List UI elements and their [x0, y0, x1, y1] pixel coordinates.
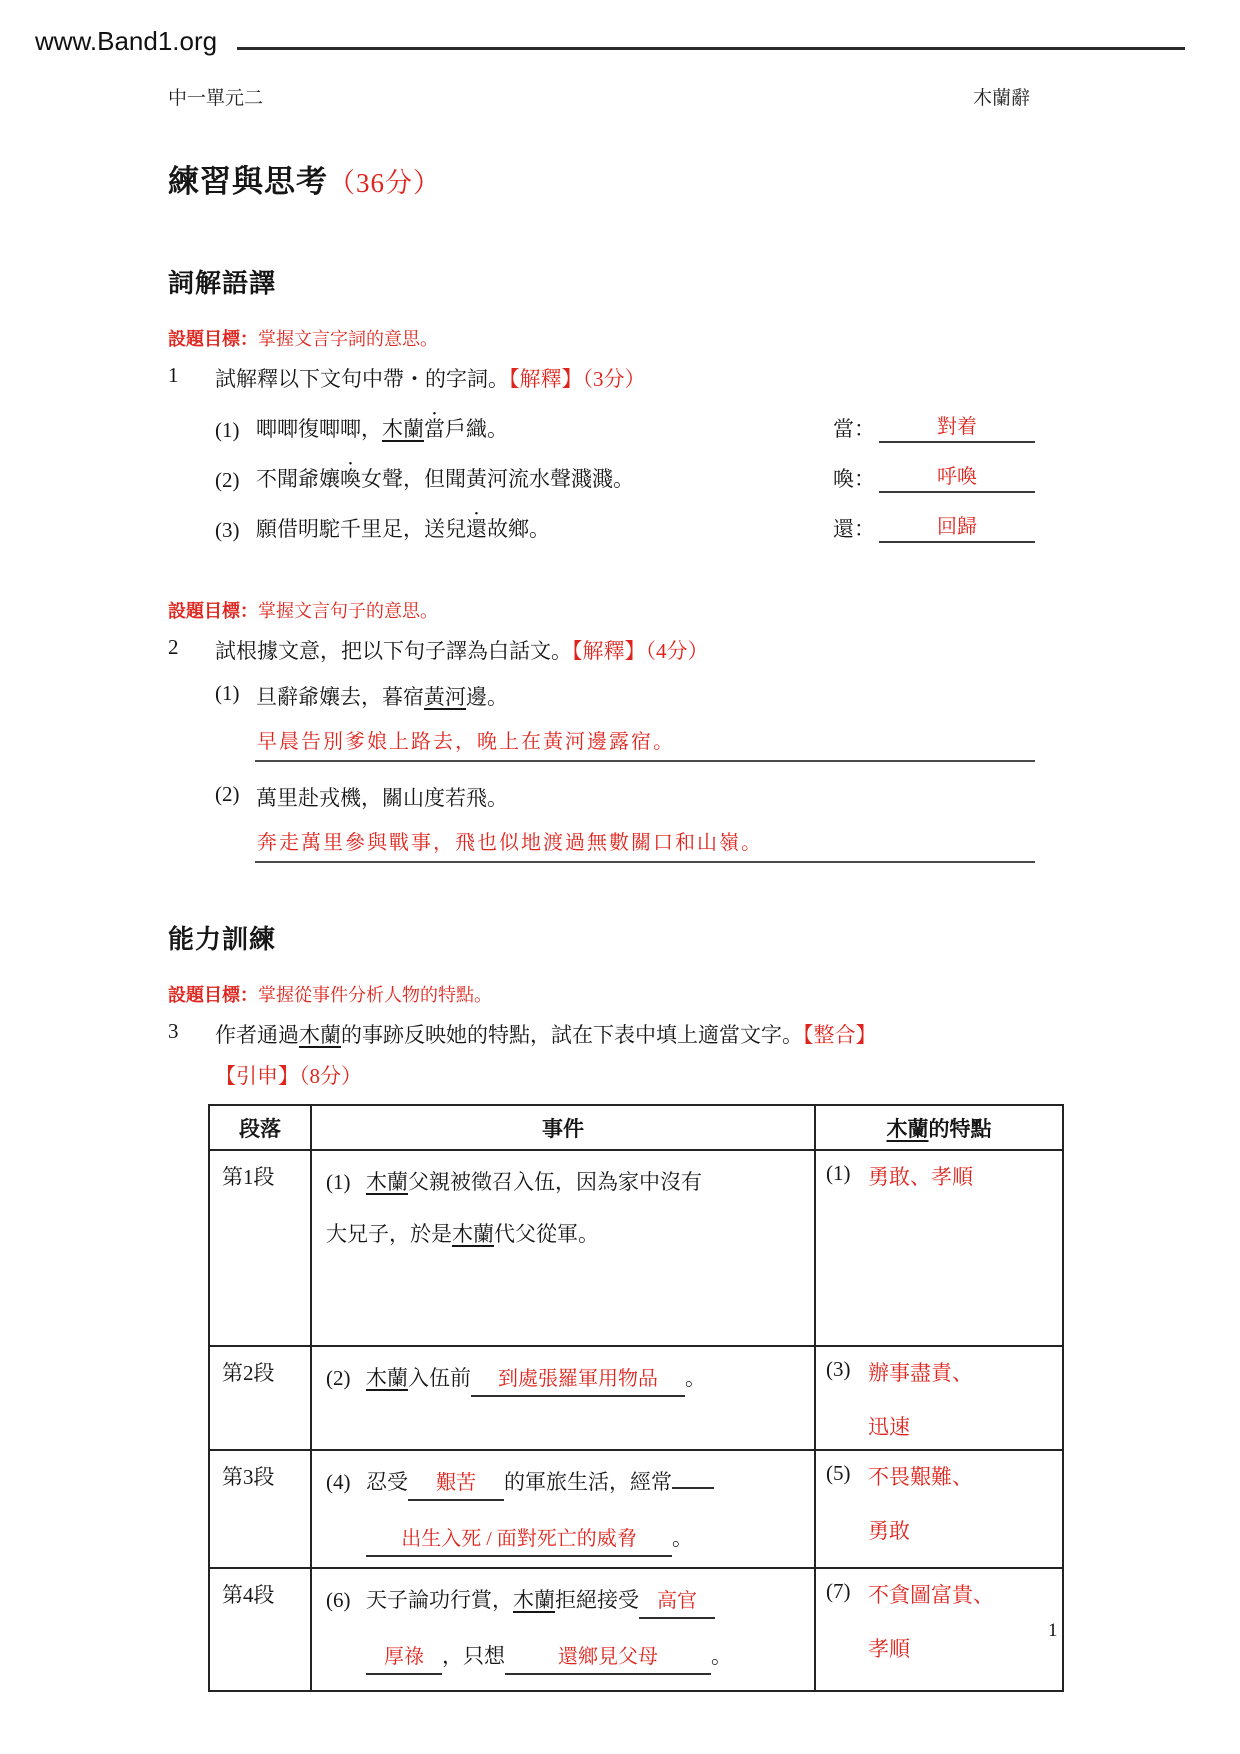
- trait-answer: 辦事盡責、: [868, 1361, 973, 1385]
- item-number: (3): [215, 518, 240, 542]
- trait-answer-line2: 迅速: [868, 1415, 910, 1439]
- question-tag: 【解釋】: [509, 367, 583, 391]
- question-marks: （4分）: [645, 639, 709, 663]
- fill-blank: 艱苦: [408, 1469, 504, 1501]
- answer-blank: 回歸: [879, 510, 1035, 543]
- item-sentence: 旦辭爺孃去，暮宿黃河邊。: [256, 685, 508, 709]
- q1-item-2: [215, 460, 1035, 493]
- page-title: [168, 156, 1240, 201]
- fill-blank: 厚祿: [366, 1643, 442, 1675]
- question-text: 試解釋以下文句中帶・的字詞。【解釋】（3分）: [215, 367, 646, 391]
- item-sentence: 唧唧復唧唧，木蘭當戶織。: [256, 417, 508, 441]
- question-marks: （3分）: [582, 367, 646, 391]
- question-tag: 【引申】: [215, 1064, 299, 1088]
- underlined-name: 黃河: [424, 685, 466, 709]
- event-cell: (2) 木蘭入伍前 到處張羅軍用物品 。: [311, 1346, 815, 1450]
- objective-label: 設題目標：: [168, 985, 258, 1005]
- question-text: 作者通過木蘭的事跡反映她的特點，試在下表中填上適當文字。【整合】: [215, 1023, 877, 1047]
- trait-cell: (5) 不畏艱難、 勇敢: [815, 1450, 1063, 1568]
- table-row: [209, 1346, 1063, 1450]
- doc-header: [168, 83, 1030, 110]
- underlined-name: 木蘭: [513, 1588, 555, 1612]
- underlined-name: 木蘭: [299, 1023, 341, 1047]
- unit-label: 中一單元二: [168, 88, 264, 109]
- paragraph-cell: 第1段: [209, 1150, 311, 1346]
- trait-answer-line2: 孝順: [868, 1637, 910, 1661]
- answer-group: [833, 410, 1035, 443]
- event-cell: (4) 忍受 艱苦 的軍旅生活，經常 出生入死 / 面對死亡的威脅 。: [311, 1450, 815, 1568]
- site-header: [0, 0, 1240, 57]
- q2-answer-line-1: 早晨告別爹娘上路去，晚上在黃河邊露宿。: [255, 725, 1035, 762]
- blank-line-continuation: [672, 1487, 714, 1489]
- paragraph-cell: 第3段: [209, 1450, 311, 1568]
- objective-label: 設題目標：: [168, 329, 258, 349]
- objective-line-2: [168, 597, 1240, 623]
- underlined-name: 木蘭: [452, 1222, 494, 1247]
- question-tag: 【整合】: [803, 1023, 877, 1047]
- item-number: (1): [215, 681, 240, 705]
- event-cell: (1) 木蘭父親被徵召入伍，因為家中沒有 大兄子，於是木蘭代父從軍。: [311, 1150, 815, 1346]
- trait-answer: 不畏艱難、: [868, 1465, 973, 1489]
- page-title-text: 練習與思考: [168, 164, 328, 199]
- paragraph-cell: 第2段: [209, 1346, 311, 1450]
- fill-blank: 到處張羅軍用物品: [471, 1365, 685, 1397]
- title-marks: （36分）: [328, 168, 441, 198]
- objective-label: 設題目標：: [168, 601, 258, 621]
- q2-item-2: [215, 782, 1240, 812]
- answer-blank: 對着: [879, 410, 1035, 443]
- dotted-char: 喚: [340, 467, 361, 491]
- fill-blank: 還鄉見父母: [505, 1643, 711, 1675]
- question-3: [168, 1019, 1240, 1049]
- question-number: 2: [168, 635, 179, 659]
- trait-cell: (3) 辦事盡責、 迅速: [815, 1346, 1063, 1450]
- section-heading-skills: 能力訓練: [168, 925, 277, 954]
- trait-cell: (1) 勇敢、孝順: [815, 1150, 1063, 1346]
- table-row: [209, 1150, 1063, 1346]
- item-number: (2): [215, 468, 240, 492]
- question-marks: （8分）: [299, 1064, 362, 1088]
- question-number: 3: [168, 1019, 179, 1043]
- col-header-paragraph: 段落: [209, 1105, 311, 1150]
- trait-answer: 勇敢、孝順: [868, 1165, 973, 1189]
- answer-table: [208, 1104, 1064, 1692]
- col-header-event: 事件: [311, 1105, 815, 1150]
- underlined-name: 木蘭: [366, 1170, 408, 1194]
- underlined-name: 木蘭: [366, 1366, 408, 1390]
- trait-answer: 不貪圖富貴、: [868, 1583, 994, 1607]
- dotted-char: 還: [466, 517, 487, 541]
- answer-label: 當：: [833, 417, 875, 441]
- site-url: www.Band1.org: [35, 26, 218, 56]
- table-row: [209, 1568, 1063, 1691]
- item-sentence: 不聞爺孃喚女聲，但聞黃河流水聲濺濺。: [256, 467, 634, 491]
- objective-text: 掌握文言句子的意思。: [258, 601, 438, 621]
- section-heading-vocab: 詞解語譯: [168, 269, 277, 298]
- objective-line-3: [168, 981, 1240, 1007]
- question-1: [168, 363, 1240, 393]
- answer-group: [833, 460, 1035, 493]
- event-cell: (6) 天子論功行賞，木蘭拒絕接受 高官 厚祿 ，只想 還鄉見父母 。: [311, 1568, 815, 1691]
- col-header-trait: 木蘭的特點: [815, 1105, 1063, 1150]
- paragraph-cell: 第4段: [209, 1568, 311, 1691]
- objective-line-1: [168, 325, 1240, 351]
- question-tag: 【解釋】: [572, 639, 646, 663]
- trait-answer-line2: 勇敢: [868, 1519, 910, 1543]
- item-number: (2): [215, 782, 240, 806]
- question-2: [168, 635, 1240, 665]
- trait-cell: (7) 不貪圖富貴、 孝順: [815, 1568, 1063, 1691]
- header-rule: [237, 47, 1185, 50]
- dotted-char: 當: [424, 417, 445, 441]
- table-header-row: [209, 1105, 1063, 1150]
- item-sentence: 萬里赴戎機，關山度若飛。: [256, 786, 508, 810]
- answer-blank: 呼喚: [879, 460, 1035, 493]
- q2-item-1: [215, 681, 1240, 711]
- item-number: (1): [215, 418, 240, 442]
- answer-group: [833, 510, 1035, 543]
- table-row: [209, 1450, 1063, 1568]
- fill-blank: 高官: [639, 1587, 715, 1619]
- underlined-name: 木蘭: [382, 417, 424, 441]
- fill-blank: 出生入死 / 面對死亡的威脅: [366, 1525, 672, 1557]
- doc-title: 木蘭辭: [972, 88, 1030, 109]
- q1-item-1: [215, 410, 1035, 443]
- answer-label: 喚：: [833, 467, 875, 491]
- answer-label: 還：: [833, 517, 875, 541]
- objective-text: 掌握文言字詞的意思。: [258, 329, 438, 349]
- question-text: 試根據文意，把以下句子譯為白話文。【解釋】（4分）: [215, 639, 709, 663]
- q1-item-3: [215, 510, 1035, 543]
- objective-text: 掌握從事件分析人物的特點。: [258, 985, 492, 1005]
- question-number: 1: [168, 363, 179, 387]
- page-number: 1: [1048, 1620, 1058, 1641]
- q2-answer-line-2: 奔走萬里參與戰事，飛也似地渡過無數關口和山嶺。: [255, 826, 1035, 863]
- item-sentence: 願借明駝千里足，送兒還故鄉。: [256, 517, 550, 541]
- question-3-line2: [215, 1060, 1240, 1090]
